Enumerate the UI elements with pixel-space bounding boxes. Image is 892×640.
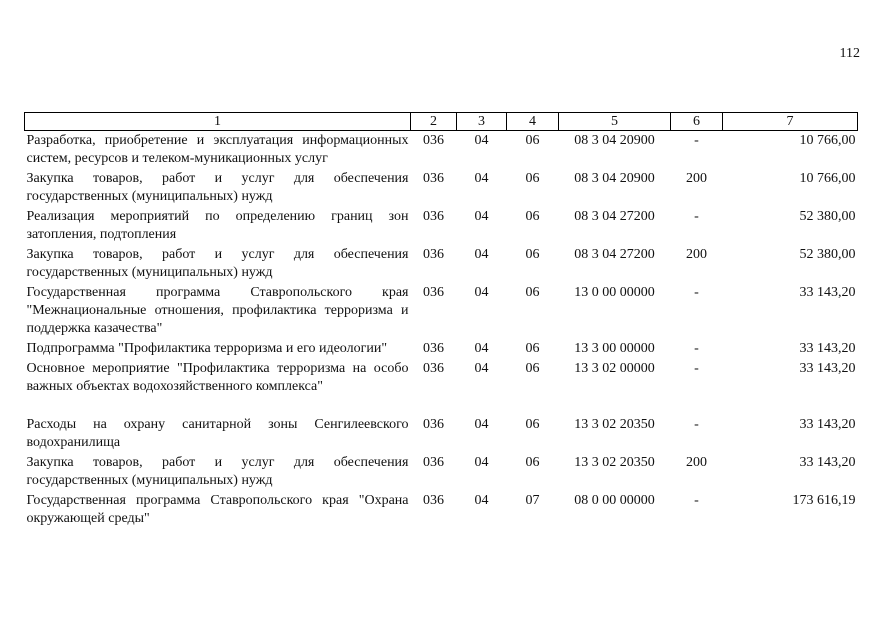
table-row <box>25 131 858 170</box>
row-description: Государственная программа Ставропольского края "Межнациональные отношения, профилактика терроризма и поддержка казачества" <box>26 285 409 336</box>
row-code-section: 04 <box>474 493 489 508</box>
row-code-expense-type: - <box>694 133 699 148</box>
row-code-target: 13 3 02 20350 <box>574 417 655 432</box>
table-row <box>25 359 858 415</box>
row-amount: 173 616,19 <box>792 493 856 508</box>
row-code-expense-type: - <box>694 209 699 224</box>
row-code-target: 08 3 04 27200 <box>574 209 655 224</box>
column-header: 7 <box>723 113 858 131</box>
row-code-ministry: 036 <box>423 171 444 186</box>
row-code-subsection: 06 <box>525 361 540 376</box>
row-code-section: 04 <box>474 361 489 376</box>
row-code-section: 04 <box>474 247 489 262</box>
row-code-subsection: 06 <box>525 455 540 470</box>
row-code-section: 04 <box>474 133 489 148</box>
row-code-target: 08 3 04 20900 <box>574 171 655 186</box>
row-description: Основное мероприятие "Профилактика терроризма на особо важных объектах водохозяйственного комплекса" <box>26 361 409 394</box>
row-code-target: 13 3 02 20350 <box>574 455 655 470</box>
row-description: Расходы на охрану санитарной зоны Сенгилеевского водохранилища <box>26 417 409 450</box>
row-code-target: 13 3 02 00000 <box>574 361 655 376</box>
row-code-subsection: 06 <box>525 247 540 262</box>
row-code-subsection: 07 <box>525 493 540 508</box>
row-code-section: 04 <box>474 417 489 432</box>
row-code-ministry: 036 <box>423 361 444 376</box>
table-row <box>25 207 858 245</box>
row-code-expense-type: - <box>694 417 699 432</box>
row-code-subsection: 06 <box>525 133 540 148</box>
row-code-ministry: 036 <box>423 455 444 470</box>
row-amount: 52 380,00 <box>799 209 856 224</box>
row-code-target: 13 3 00 00000 <box>574 341 655 356</box>
column-header: 1 <box>25 113 411 131</box>
row-code-expense-type: - <box>694 285 699 300</box>
row-code-section: 04 <box>474 455 489 470</box>
table-header-row <box>25 113 858 131</box>
row-amount: 52 380,00 <box>799 247 856 262</box>
row-amount: 33 143,20 <box>799 455 856 470</box>
table-row <box>25 245 858 283</box>
row-code-ministry: 036 <box>423 133 444 148</box>
row-code-section: 04 <box>474 341 489 356</box>
row-code-target: 08 3 04 27200 <box>574 247 655 262</box>
column-header: 3 <box>457 113 507 131</box>
row-code-target: 13 0 00 00000 <box>574 285 655 300</box>
row-code-ministry: 036 <box>423 247 444 262</box>
row-code-subsection: 06 <box>525 285 540 300</box>
row-amount: 33 143,20 <box>799 417 856 432</box>
row-code-target: 08 3 04 20900 <box>574 133 655 148</box>
column-header: 2 <box>411 113 457 131</box>
table-row <box>25 491 858 529</box>
row-description: Государственная программа Ставропольского края "Охрана окружающей среды" <box>26 493 409 526</box>
row-code-expense-type: 200 <box>686 455 707 470</box>
row-code-expense-type: 200 <box>686 247 707 262</box>
table-row <box>25 283 858 339</box>
table-row <box>25 415 858 453</box>
row-code-target: 08 0 00 00000 <box>574 493 655 508</box>
row-code-section: 04 <box>474 171 489 186</box>
row-amount: 33 143,20 <box>799 285 856 300</box>
row-description: Закупка товаров, работ и услуг для обеспечения государственных (муниципальных) нужд <box>26 247 409 280</box>
row-code-ministry: 036 <box>423 493 444 508</box>
row-code-ministry: 036 <box>423 209 444 224</box>
row-code-section: 04 <box>474 285 489 300</box>
row-description: Закупка товаров, работ и услуг для обеспечения государственных (муниципальных) нужд <box>26 171 409 204</box>
row-description: Разработка, приобретение и эксплуатация информационных систем, ресурсов и телеком-муникационных услуг <box>26 133 409 166</box>
budget-table <box>24 112 858 529</box>
row-code-expense-type: - <box>694 361 699 376</box>
table-row <box>25 339 858 359</box>
row-description: Закупка товаров, работ и услуг для обеспечения государственных (муниципальных) нужд <box>26 455 409 488</box>
row-amount: 33 143,20 <box>799 341 856 356</box>
row-code-ministry: 036 <box>423 341 444 356</box>
column-header: 6 <box>671 113 723 131</box>
row-description: Реализация мероприятий по определению границ зон затопления, подтопления <box>26 209 409 242</box>
row-code-subsection: 06 <box>525 209 540 224</box>
column-header: 4 <box>507 113 559 131</box>
table-row <box>25 453 858 491</box>
row-description: Подпрограмма "Профилактика терроризма и его идеологии" <box>26 341 388 356</box>
column-header: 5 <box>559 113 671 131</box>
row-code-subsection: 06 <box>525 171 540 186</box>
row-code-subsection: 06 <box>525 341 540 356</box>
row-code-expense-type: 200 <box>686 171 707 186</box>
row-code-ministry: 036 <box>423 285 444 300</box>
row-amount: 33 143,20 <box>799 361 856 376</box>
row-code-expense-type: - <box>694 341 699 356</box>
row-amount: 10 766,00 <box>799 171 856 186</box>
table-row <box>25 169 858 207</box>
row-code-ministry: 036 <box>423 417 444 432</box>
row-code-expense-type: - <box>694 493 699 508</box>
row-code-section: 04 <box>474 209 489 224</box>
page-number: 112 <box>839 46 860 61</box>
row-amount: 10 766,00 <box>799 133 856 148</box>
row-code-subsection: 06 <box>525 417 540 432</box>
